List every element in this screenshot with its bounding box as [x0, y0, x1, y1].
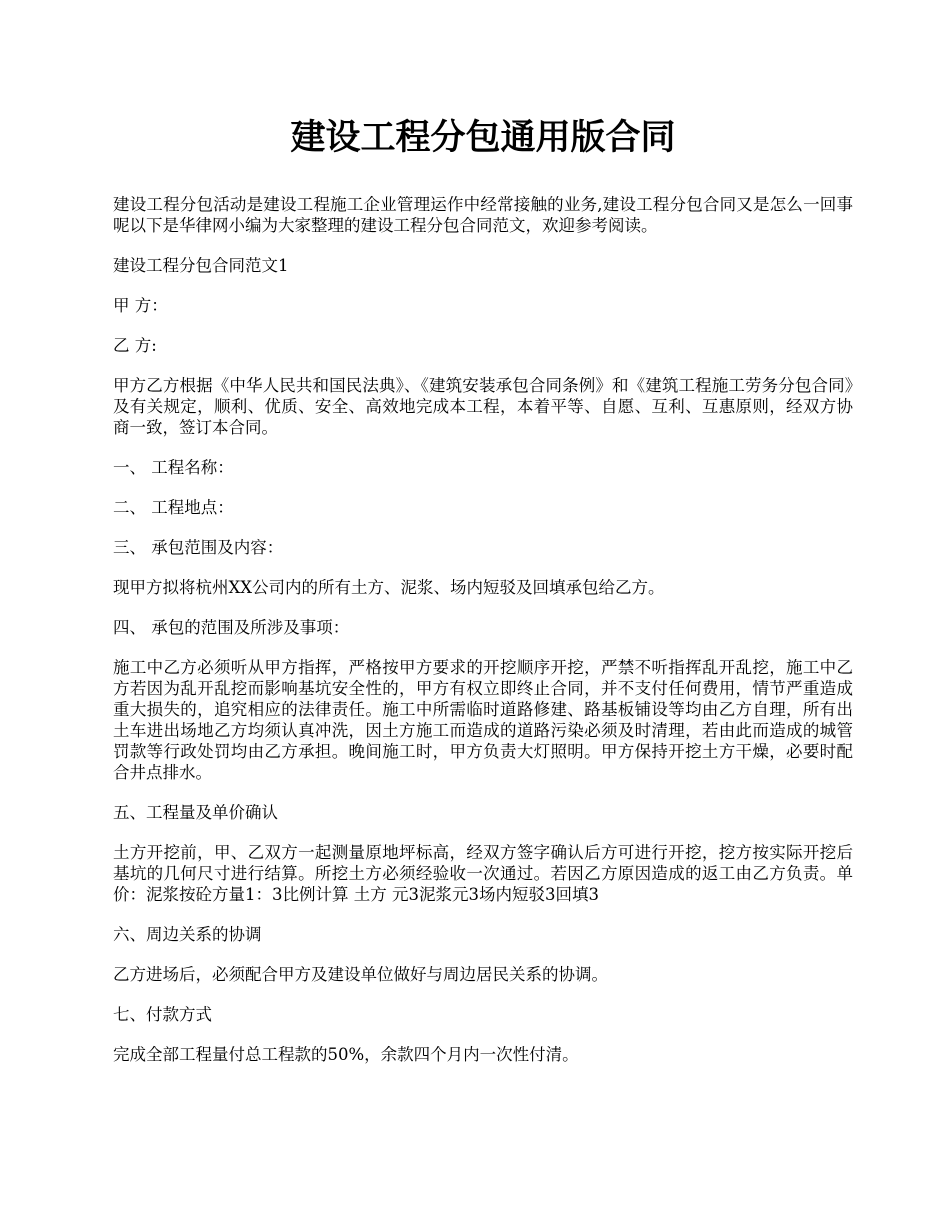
scope-paragraph: 现甲方拟将杭州XX公司内的所有土方、泥浆、场内短驳及回填承包给乙方。: [113, 578, 665, 597]
preamble-paragraph: 甲方乙方根据《中华人民共和国民法典》、《建筑安装承包合同条例》和《建筑工程施工劳务分包合同》及有关规定，顺利、优质、安全、高效地完成本工程，本着平等、自愿、互利、互惠原则，经双方协商一致，签订本合同。: [113, 376, 853, 437]
document-page: [113, 108, 853, 1084]
section-project-name: 一、 工程名称：: [113, 458, 234, 477]
section-payment-heading: 七、付款方式: [113, 1005, 212, 1024]
section-coordination-heading: 六、周边关系的协调: [113, 925, 262, 944]
section-scope-heading: 三、 承包范围及内容：: [113, 538, 284, 557]
payment-paragraph: 完成全部工程量付总工程款的50%，余款四个月内一次性付清。: [113, 1045, 579, 1064]
matters-paragraph: 施工中乙方必须听从甲方指挥，严格按甲方要求的开挖顺序开挖，严禁不听指挥乱开乱挖，施工中乙方若因为乱开乱挖而影响基坑安全性的，甲方有权立即终止合同，并不支付任何费用，情节严重造成重大损失的，追究相应的法律责任。施工中所需临时道路修建、路基板铺设等均由乙方自理，所有出土车进出场地乙方均须认真冲洗，因土方施工而造成的道路污染必须及时清理，若由此而造成的城管罚款等行政处罚均由乙方承担。晚间施工时，甲方负责大灯照明。甲方保持开挖土方干燥，必要时配合井点排水。: [113, 658, 853, 782]
intro-paragraph: 建设工程分包活动是建设工程施工企业管理运作中经常接触的业务,建设工程分包合同又是怎么一回事呢以下是华律网小编为大家整理的建设工程分包合同范文，欢迎参考阅读。: [113, 195, 853, 235]
section-matters-heading: 四、 承包的范围及所涉及事项：: [113, 618, 350, 637]
sample-heading: 建设工程分包合同范文1: [113, 256, 289, 275]
coordination-paragraph: 乙方进场后，必须配合甲方及建设单位做好与周边居民关系的协调。: [113, 965, 608, 984]
quantity-paragraph: 土方开挖前，甲、乙双方一起测量原地坪标高，经双方签字确认后方可进行开挖，挖方按实际开挖后基坑的几何尺寸进行结算。所挖土方必须经验收一次通过。若因乙方原因造成的返工由乙方负责。单价：泥浆按砼方量1：3比例计算 土方 元3泥浆元3场内短驳3回填3: [113, 843, 853, 904]
document-title: 建设工程分包通用版合同: [290, 117, 676, 158]
section-project-location: 二、 工程地点：: [113, 498, 234, 517]
party-a-line: 甲 方：: [113, 296, 168, 315]
party-b-line: 乙 方:: [113, 336, 157, 355]
section-quantity-heading: 五、工程量及单价确认: [113, 803, 278, 822]
